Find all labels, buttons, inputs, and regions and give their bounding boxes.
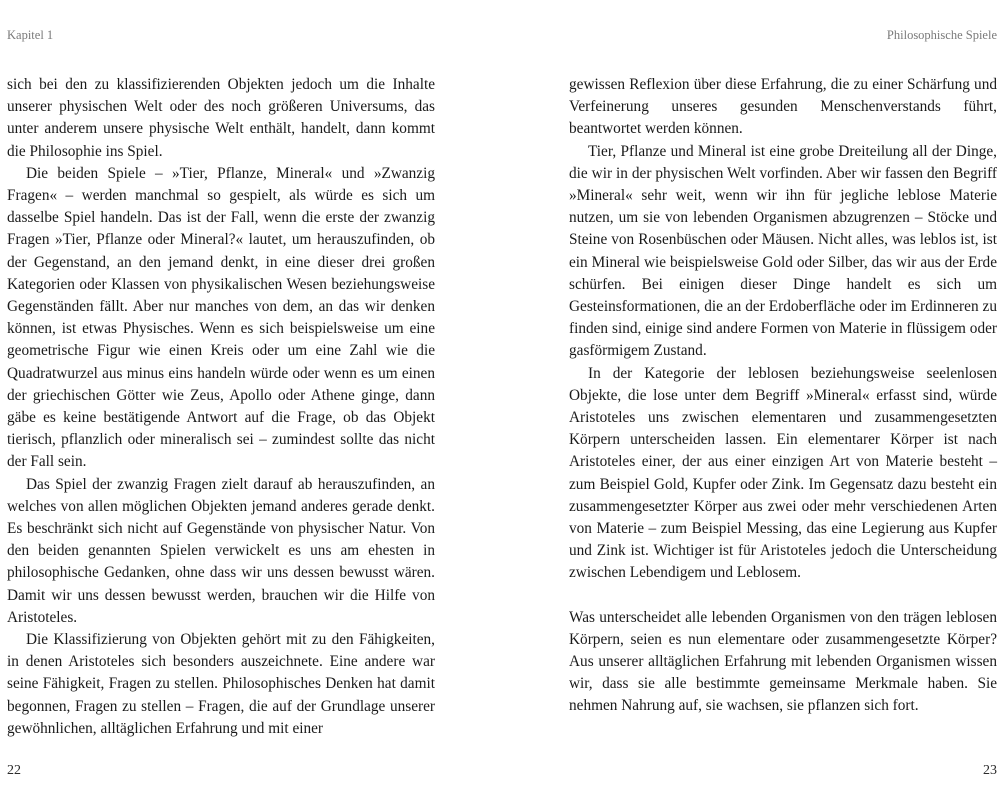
paragraph: gewissen Reflexion über diese Erfahrung, die zu einer Schärfung und Verfeinerung unseres gesunden Menschenverstands führt, beantwortet werden können. xyxy=(569,76,997,138)
paragraph: Die beiden Spiele – »Tier, Pflanze, Mineral« und »Zwanzig Fragen« – werden manchmal so gespielt, als würde es sich um dasselbe Spiel handeln. Das ist der Fall, wenn die erste der zwanzig Fragen »Tier, Pflanze oder Mineral?« lautet, um herauszufinden, ob der Gegenstand, an den jemand denkt, in eine dieser drei großen Kategorien oder Klassen von physikalischen Wesen beziehungsweise Gegenständen fällt. Aber nur manches von dem, an das wir denken können, ist etwas Physisches. Wenn es sich beispielsweise um eine geometrische Figur wie einen Kreis oder um eine Zahl wie die Quadratwurzel aus minus eins handeln würde oder wenn es um einen der griechischen Götter wie Zeus, Apollo oder Athene ginge, dann gäbe es keine bestätigende Antwort auf die Frage, ob das Objekt tierisch, pflanzlich oder mineralisch sei – zumindest sollte das nicht der Fall sein. xyxy=(7,164,435,471)
paragraph: sich bei den zu klassifizierenden Objekten jedoch um die Inhalte unserer physischen Welt oder des noch größeren Universums, das unter anderem unsere physische Welt enthält, handelt, dann kommt die Philosophie ins Spiel. xyxy=(7,76,435,160)
right-text-column xyxy=(569,74,997,718)
page-number-left: 22 xyxy=(7,763,21,778)
paragraph: In der Kategorie der leblosen beziehungsweise seelenlosen Objekte, die lose unter dem Begriff »Mineral« erfasst sind, würde Aristoteles uns zwischen elementaren und zusammengesetzten Körpern unterscheiden lassen. Ein elementarer Körper ist nach Aristoteles einer, der aus einer einzigen Art von Materie besteht – zum Beispiel Gold, Kupfer oder Zink. Im Gegensatz dazu besteht ein zusammengesetzter Körper aus zwei oder mehr verschiedenen Arten von Materie – zum Beispiel Messing, das eine Legierung aus Kupfer und Zink ist. Wichtiger ist für Aristoteles jedoch die Unterscheidung zwischen Lebendigem und Leblosem. xyxy=(569,364,997,582)
paragraph: Das Spiel der zwanzig Fragen zielt darauf ab herauszufinden, an welches von allen möglichen Objekten jemand anderes gerade denkt. Es beschränkt sich nicht auf Gegenstände von physischer Natur. Von den beiden genannten Spielen verwickelt es uns am ehesten in philosophische Gedanken, ohne dass wir uns dessen bewusst wären. Damit wir uns dessen bewusst werden, brauchen wir die Hilfe von Aristoteles. xyxy=(7,475,435,626)
paragraph: Die Klassifizierung von Objekten gehört mit zu den Fähigkeiten, in denen Aristoteles sich besonders auszeichnete. Eine andere war seine Fähigkeit, Fragen zu stellen. Philosophisches Denken hat damit begonnen, Fragen zu stellen – Fragen, die auf der Grundlage unserer gewöhnlichen, alltäglichen Erfahrung und mit einer xyxy=(7,631,435,737)
running-head-chapter: Kapitel 1 xyxy=(7,28,54,42)
paragraph: Tier, Pflanze und Mineral ist eine grobe Dreiteilung all der Dinge, die wir in der physischen Welt vorfinden. Aber wir fassen den Begriff »Mineral« sehr weit, wenn wir ihn für jegliche leblose Materie nutzen, um sie von lebenden Organismen abzugrenzen – Stöcke und Steine von Rosenbüschen oder Mäusen. Nicht alles, was leblos ist, ist ein Mineral wie beispielsweise Gold oder Silber, das wir aus der Erde schürfen. Bei einigen dieser Dinge handelt es sich um Gesteinsformationen, die an der Erdoberfläche oder im Erdinneren zu finden sind, einige sind andere Formen von Materie in flüssigem oder gasförmigem Zustand. xyxy=(569,142,997,360)
right-page xyxy=(500,0,1000,800)
running-head-section: Philosophische Spiele xyxy=(886,28,997,42)
left-text-column xyxy=(7,74,435,740)
paragraph: Was unterscheidet alle lebenden Organismen von den trägen leblosen Körpern, seien es nun elementare oder zusammengesetzte Körper? Aus unserer alltäglichen Erfahrung mit lebenden Organismen wissen wir, dass sie alle bestimmte gemeinsame Merkmale haben. Sie nehmen Nahrung auf, sie wachsen, sie pflanzen sich fort. xyxy=(569,608,997,715)
page-number-right: 23 xyxy=(983,763,997,778)
